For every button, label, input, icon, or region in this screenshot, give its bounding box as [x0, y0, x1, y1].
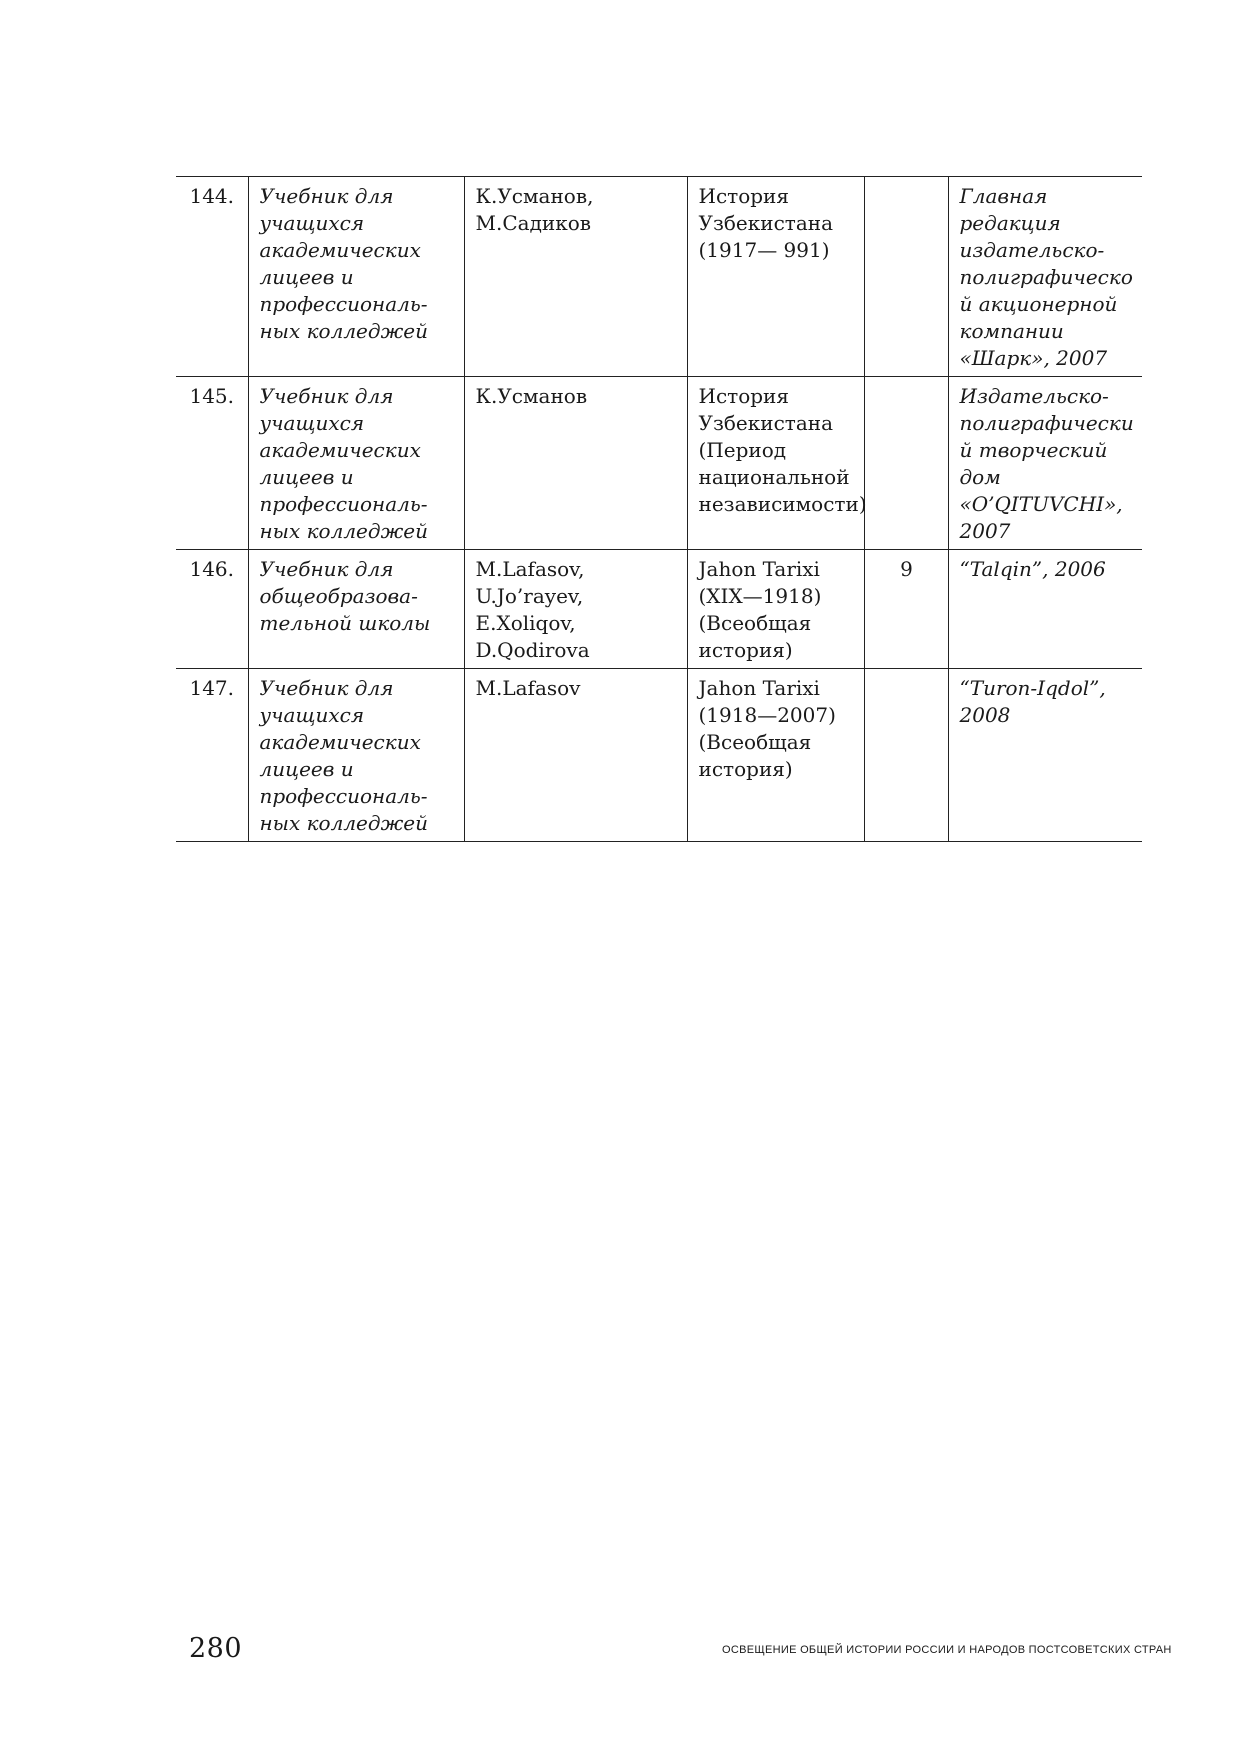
book-type-cell	[248, 550, 464, 669]
cell-line: академических	[259, 730, 421, 754]
cell-line: учащихся	[259, 703, 365, 727]
cell-line: ных колледжей	[259, 519, 429, 543]
entry-number-cell: 145.	[176, 377, 248, 550]
cell-line: «O’QITUVCHI»,	[959, 492, 1123, 516]
cell-line: (Всеобщая	[698, 611, 812, 635]
book-title-cell	[687, 550, 864, 669]
cell-line: Учебник для	[259, 557, 394, 581]
cell-line: редакция	[959, 211, 1061, 235]
cell-line: D.Qodirova	[475, 638, 590, 662]
cell-line: M.Lafasov	[475, 676, 581, 700]
cell-line: (Период	[698, 438, 787, 462]
cell-line: E.Xoliqov,	[475, 611, 576, 635]
cell-line: История	[698, 384, 789, 408]
cell-line: ных колледжей	[259, 811, 429, 835]
author-cell	[464, 669, 687, 842]
entry-number-cell: 144.	[176, 177, 248, 377]
cell-line: национальной	[698, 465, 850, 489]
cell-line: лицеев и	[259, 757, 354, 781]
cell-line: издательско-	[959, 238, 1105, 262]
table-body	[176, 177, 1142, 842]
grade-cell	[864, 177, 948, 377]
cell-line: учащихся	[259, 211, 365, 235]
cell-line: «Шарк», 2007	[959, 346, 1108, 370]
book-title-cell	[687, 177, 864, 377]
author-cell	[464, 377, 687, 550]
page-number: 280	[189, 1633, 243, 1664]
cell-line: К.Усманов,	[475, 184, 594, 208]
cell-line: й творческий	[959, 438, 1108, 462]
book-title-cell	[687, 377, 867, 550]
book-type-cell	[248, 377, 464, 550]
book-type-cell	[248, 177, 464, 377]
cell-line: Jahon Tarixi	[698, 557, 820, 581]
cell-line: учащихся	[259, 411, 365, 435]
cell-line: полиграфически	[959, 411, 1134, 435]
cell-line: 2007	[959, 519, 1011, 543]
cell-line: академических	[259, 438, 421, 462]
grade-cell	[864, 669, 948, 842]
publisher-cell	[948, 377, 1142, 550]
table-row	[176, 177, 1142, 377]
cell-line: лицеев и	[259, 465, 354, 489]
cell-line: Учебник для	[259, 676, 394, 700]
table-row	[176, 669, 1142, 842]
cell-line: общеобразова-	[259, 584, 418, 608]
entry-number-cell: 146.	[176, 550, 248, 669]
cell-line: профессиональ-	[259, 492, 428, 516]
entry-number-cell: 147.	[176, 669, 248, 842]
cell-line: компании	[959, 319, 1064, 343]
cell-line: ных колледжей	[259, 319, 429, 343]
publisher-cell	[948, 177, 1142, 377]
running-footer-title: ОСВЕЩЕНИЕ ОБЩЕЙ ИСТОРИИ РОССИИ И НАРОДОВ ПОСТСОВЕТСКИХ СТРАН	[722, 1644, 1172, 1656]
cell-line: полиграфическо	[959, 265, 1133, 289]
cell-line: К.Усманов	[475, 384, 588, 408]
cell-line: Jahon Tarixi	[698, 676, 820, 700]
cell-line: независимости)	[698, 492, 867, 516]
cell-line: История	[698, 184, 789, 208]
author-cell	[464, 177, 687, 377]
cell-line: тельной школы	[259, 611, 431, 635]
cell-line: история)	[698, 757, 793, 781]
cell-line: Узбекистана	[698, 211, 834, 235]
table-row	[176, 550, 1142, 669]
grade-cell: 9	[864, 550, 948, 669]
cell-line: (XIX—1918)	[698, 584, 822, 608]
cell-line: Издательско-	[959, 384, 1109, 408]
author-cell	[464, 550, 687, 669]
cell-line: Главная	[959, 184, 1048, 208]
cell-line: дом	[959, 465, 1001, 489]
cell-line: академических	[259, 238, 421, 262]
cell-line: (Всеобщая	[698, 730, 812, 754]
cell-line: профессиональ-	[259, 292, 428, 316]
cell-line: (1918—2007)	[698, 703, 836, 727]
book-type-cell	[248, 669, 464, 842]
publisher-cell	[948, 550, 1142, 669]
table-row	[176, 377, 1142, 550]
cell-line: й акционерной	[959, 292, 1118, 316]
cell-line: “Talqin”, 2006	[959, 557, 1106, 581]
cell-line: U.Jo’rayev,	[475, 584, 584, 608]
cell-line: (1917— 991)	[698, 238, 830, 262]
cell-line: история)	[698, 638, 793, 662]
cell-line: Узбекистана	[698, 411, 834, 435]
cell-line: M.Lafasov,	[475, 557, 585, 581]
cell-line: М.Садиков	[475, 211, 592, 235]
grade-cell	[864, 377, 948, 550]
cell-line: “Turon-Iqdol”,	[959, 676, 1106, 700]
textbook-table	[176, 176, 1142, 842]
publisher-cell	[948, 669, 1142, 842]
cell-line: Учебник для	[259, 384, 394, 408]
book-title-cell	[687, 669, 864, 842]
cell-line: лицеев и	[259, 265, 354, 289]
cell-line: профессиональ-	[259, 784, 428, 808]
cell-line: 2008	[959, 703, 1011, 727]
cell-line: Учебник для	[259, 184, 394, 208]
